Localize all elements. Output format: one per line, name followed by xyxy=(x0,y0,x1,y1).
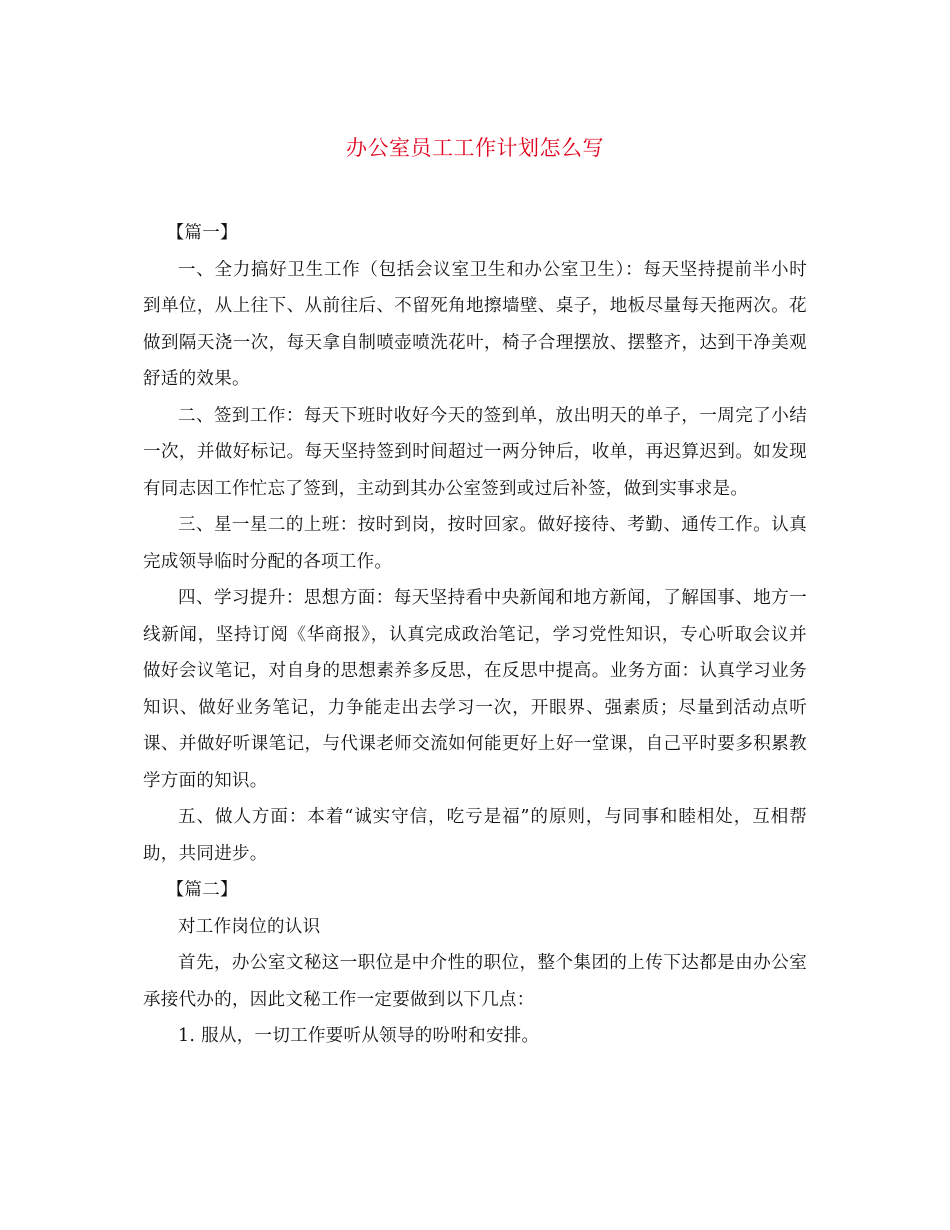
section-heading-part-two: 【篇二】 xyxy=(166,880,238,900)
document-body xyxy=(143,215,807,1055)
paragraph-work-schedule: 三、星一星二的上班：按时到岗，按时回家。做好接待、考勤、通传工作。认真完成领导临时分配的各项工作。 xyxy=(143,515,807,572)
paragraph-secretary-role: 首先，办公室文秘这一职位是中介性的职位，整个集团的上传下达都是由办公室承接代办的，因此文秘工作一定要做到以下几点： xyxy=(143,953,807,1010)
paragraph-study: 四、学习提升：思想方面：每天坚持看中央新闻和地方新闻，了解国事、地方一线新闻，坚持订阅《华商报》，认真完成政治笔记，学习党性知识，专心听取会议并做好会议笔记，对自身的思想素养多反思，在反思中提高。业务方面：认真学习业务知识、做好业务笔记，力争能走出去学习一次，开眼界、强素质；尽量到活动点听课、并做好听课笔记，与代课老师交流如何能更好上好一堂课，自己平时要多积累教学方面的知识。 xyxy=(143,588,807,791)
section-heading-part-one: 【篇一】 xyxy=(166,223,238,243)
paragraph-sign-in: 二、签到工作：每天下班时收好今天的签到单，放出明天的单子，一周完了小结一次，并做好标记。每天坚持签到时间超过一两分钟后，收单，再迟算迟到。如发现有同志因工作忙忘了签到，主动到其办公室签到或过后补签，做到实事求是。 xyxy=(143,405,807,499)
paragraph-hygiene: 一、全力搞好卫生工作（包括会议室卫生和办公室卫生）：每天坚持提前半小时到单位，从上往下、从前往后、不留死角地擦墙壁、桌子，地板尽量每天拖两次。花做到隔天浇一次，每天拿自制喷壶喷洗花叶，椅子合理摆放、摆整齐，达到干净美观舒适的效果。 xyxy=(143,259,807,389)
document-title: 办公室员工工作计划怎么写 xyxy=(346,136,604,160)
paragraph-job-understanding: 对工作岗位的认识 xyxy=(178,916,321,937)
paragraph-conduct: 五、做人方面：本着“诚实守信，吃亏是福”的原则，与同事和睦相处，互相帮助，共同进步。 xyxy=(143,807,807,864)
paragraph-obey: 1. 服从，一切工作要听从领导的吩咐和安排。 xyxy=(178,1026,540,1046)
